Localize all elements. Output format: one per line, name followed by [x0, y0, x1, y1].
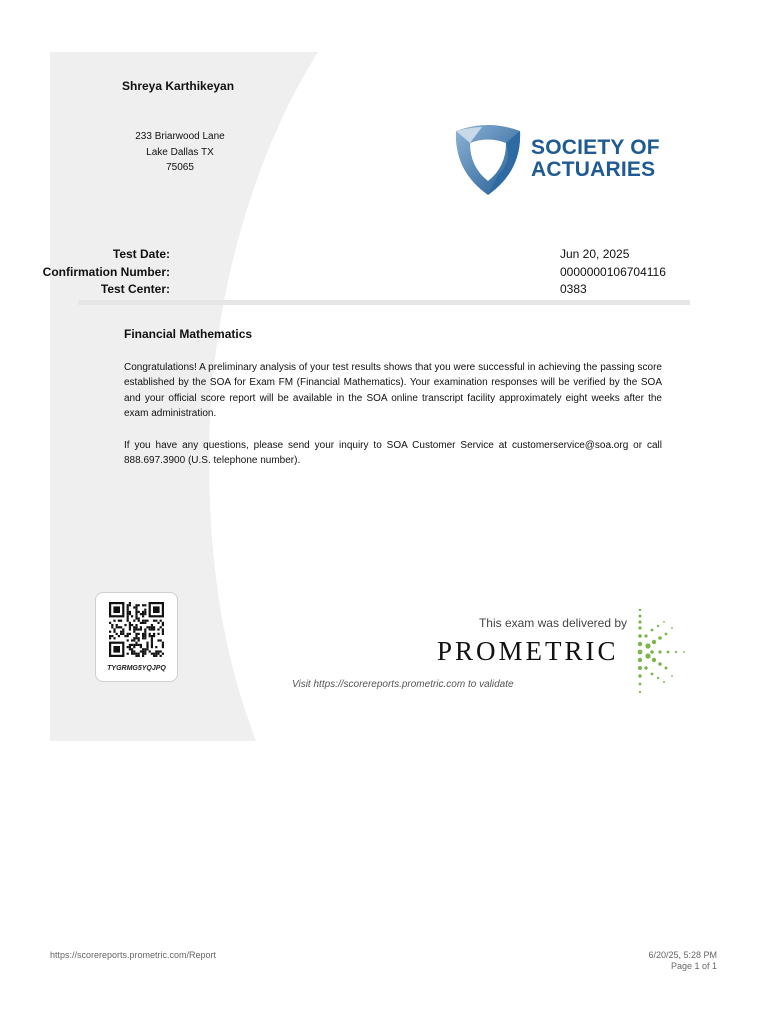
confirmation-number-label: Confirmation Number:: [42, 264, 170, 279]
recipient-name: Shreya Karthikeyan: [122, 79, 235, 93]
qr-validation-card: [95, 592, 178, 682]
footer-meta: [560, 950, 717, 972]
qr-code-label: TYGRMG5YQJPQ: [107, 665, 166, 672]
soa-logo-wordmark: [531, 137, 660, 181]
exam-title: Financial Mathematics: [124, 327, 253, 341]
test-date-label: Test Date:: [112, 247, 170, 261]
logo-line-2: ACTUARIES: [531, 158, 656, 181]
prometric-burst-logo-icon: [632, 606, 690, 698]
test-date-value: Jun 20, 2025: [560, 247, 630, 261]
delivered-by-text: This exam was delivered by: [478, 616, 627, 630]
footer-page-number: Page 1 of 1: [670, 961, 717, 971]
logo-line-1: SOCIETY OF: [531, 136, 660, 159]
soa-shield-logo-icon: [452, 123, 524, 197]
address-line-2: Lake Dallas TX: [146, 146, 214, 158]
test-center-value: 0383: [560, 282, 587, 296]
address-line-3: 75065: [166, 162, 194, 173]
qr-code-icon: [109, 602, 165, 660]
test-center-label: Test Center:: [100, 282, 170, 296]
contact-paragraph: If you have any questions, please send your inquiry to SOA Customer Service at customerservice@soa.org or call 888.697.3900 (U.S. telephone number).: [124, 440, 662, 467]
section-divider: [78, 300, 690, 305]
prometric-wordmark: PROMETRIC: [437, 636, 619, 666]
address-line-1: 233 Briarwood Lane: [135, 131, 225, 142]
validate-instruction: Visit https://scorereports.prometric.com to validate: [292, 679, 514, 690]
footer-url: https://scorereports.prometric.com/Report: [50, 950, 217, 960]
confirmation-number-value: 0000000106704116: [560, 264, 666, 279]
recipient-address: [110, 129, 250, 176]
footer-timestamp: 6/20/25, 5:28 PM: [648, 950, 717, 960]
congratulations-paragraph: Congratulations! A preliminary analysis of your test results shows that you were successful in achieving the passing score established by the SOA for Exam FM (Financial Mathematics). Your examination responses will be verified by the SOA and your official score report will be available in the SOA online transcript facility approximately eight weeks after the exam administration.: [124, 362, 662, 419]
